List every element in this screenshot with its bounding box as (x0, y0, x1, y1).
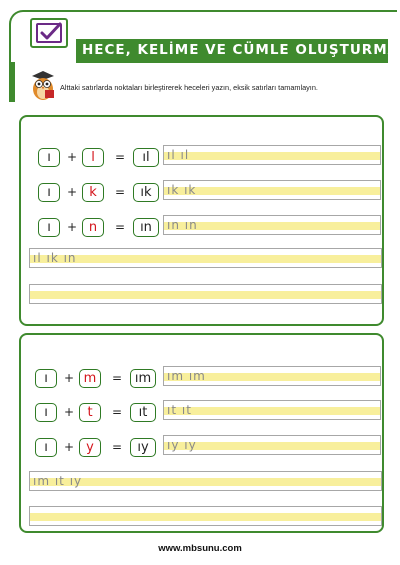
trace-text: ıy ıy (167, 438, 197, 452)
equals-sign: = (112, 371, 123, 385)
plus-sign: + (67, 220, 78, 234)
syllable-box: ık (133, 183, 159, 202)
writing-line (163, 400, 381, 420)
trace-text: ım ıt ıy (33, 474, 83, 488)
consonant-box: n (82, 218, 104, 237)
plus-sign: + (67, 150, 78, 164)
syllable-equation (38, 148, 168, 168)
syllable-equation (38, 218, 168, 238)
trace-text: ıl ık ın (33, 251, 77, 265)
syllable-equation (35, 438, 165, 458)
trace-text: ık ık (167, 183, 197, 197)
syllable-box: ım (130, 369, 156, 388)
instruction-text: Alttaki satırlarda noktaları birleştirerek heceleri yazın, eksik satırları tamamlayın. (60, 83, 318, 92)
consonant-box: y (79, 438, 101, 457)
vowel-box: ı (38, 183, 60, 202)
plus-sign: + (64, 440, 75, 454)
word-writing-line (29, 248, 382, 268)
check-mark-icon (30, 18, 68, 48)
word-writing-line (29, 471, 382, 491)
vowel-box: ı (38, 148, 60, 167)
equals-sign: = (112, 440, 123, 454)
writing-line (163, 215, 381, 235)
writing-line (163, 145, 381, 165)
syllable-equation (35, 403, 165, 423)
writing-line (163, 435, 381, 455)
writing-line (163, 180, 381, 200)
equals-sign: = (115, 185, 126, 199)
checkbox-logo-icon (30, 18, 68, 48)
plus-sign: + (64, 405, 75, 419)
exercise-panel-1 (19, 115, 384, 326)
plus-sign: + (67, 185, 78, 199)
syllable-box: ın (133, 218, 159, 237)
consonant-box: k (82, 183, 104, 202)
header-frame-accent (9, 62, 15, 102)
trace-text: ıt ıt (167, 403, 192, 417)
trace-text: ın ın (167, 218, 198, 232)
trace-text: ıl ıl (167, 148, 190, 162)
vowel-box: ı (35, 438, 57, 457)
syllable-equation (38, 183, 168, 203)
empty-writing-line (29, 506, 382, 526)
exercise-panel-2 (19, 333, 384, 533)
empty-writing-line (29, 284, 382, 304)
writing-line (163, 366, 381, 386)
vowel-box: ı (35, 403, 57, 422)
syllable-equation (35, 369, 165, 389)
plus-sign: + (64, 371, 75, 385)
consonant-box: m (79, 369, 101, 388)
consonant-box: l (82, 148, 104, 167)
consonant-box: t (79, 403, 101, 422)
website-footer[interactable]: www.mbsunu.com (158, 543, 242, 554)
owl-teacher-icon (28, 70, 58, 102)
trace-text: ım ım (167, 369, 206, 383)
equals-sign: = (112, 405, 123, 419)
page-title: HECE, KELİME VE CÜMLE OLUŞTURMA (82, 42, 400, 58)
equals-sign: = (115, 150, 126, 164)
vowel-box: ı (38, 218, 60, 237)
syllable-box: ıy (130, 438, 156, 457)
syllable-box: ıl (133, 148, 159, 167)
syllable-box: ıt (130, 403, 156, 422)
equals-sign: = (115, 220, 126, 234)
vowel-box: ı (35, 369, 57, 388)
